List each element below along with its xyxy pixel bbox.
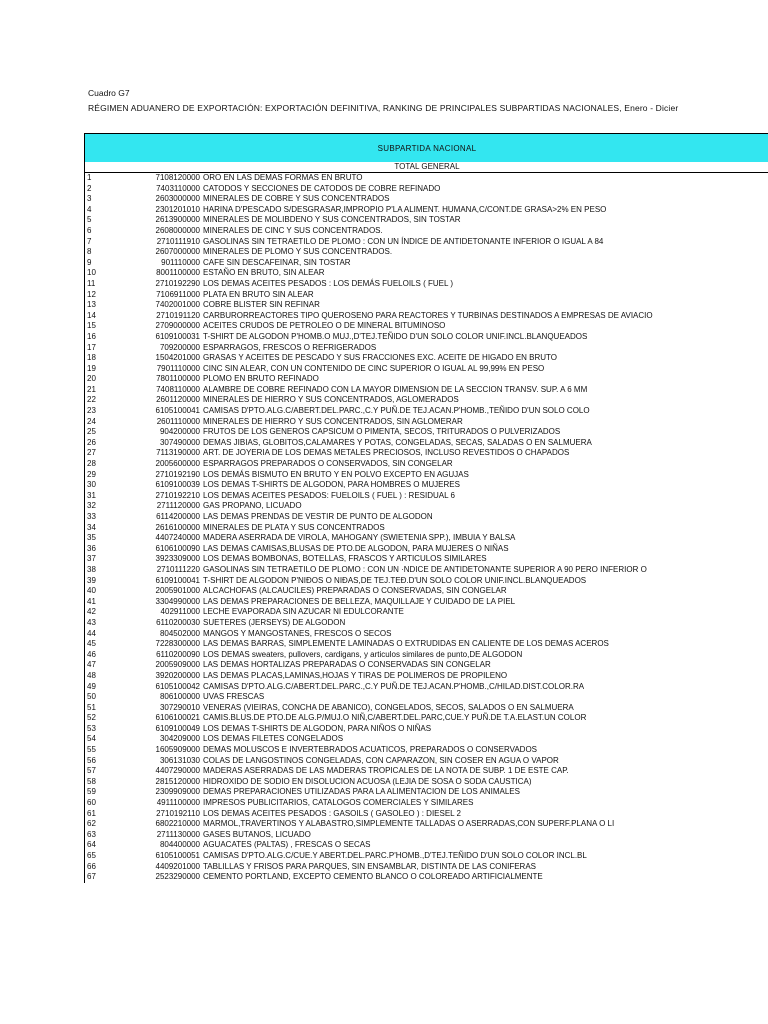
column-header	[84, 133, 768, 162]
row-rank: 49	[87, 681, 96, 691]
row-code: 2608000000	[155, 225, 200, 235]
row-rank: 22	[87, 395, 96, 405]
row-description: LAS DEMAS PLACAS,LAMINAS,HOJAS Y TIRAS DE POLIMEROS DE PROPILENO	[203, 670, 508, 680]
row-rank: 9	[87, 257, 92, 267]
table-row	[85, 417, 768, 428]
row-rank: 31	[87, 490, 96, 500]
table-row	[85, 406, 768, 417]
table-row	[85, 364, 768, 375]
row-description: HIDROXIDO DE SODIO EN DISOLUCION ACUOSA (LEJIA DE SOSA O SODA CAUSTICA)	[203, 776, 532, 786]
row-code: 806100000	[159, 692, 200, 702]
row-code: 2601110000	[156, 416, 200, 426]
table-row	[85, 576, 768, 587]
row-description: CINC SIN ALEAR, CON UN CONTENIDO DE CINC SUPERIOR O IGUAL AL 99,99% EN PESO	[203, 363, 545, 373]
row-rank: 27	[87, 448, 96, 458]
table-row	[85, 395, 768, 406]
row-description: GASOLINAS SIN TETRAETILO DE PLOMO : CON UN ·NDICE DE ANTIDETONANTE SUPERIOR A 90 PERO INFERIOR O	[203, 564, 647, 574]
table-row	[85, 512, 768, 523]
row-description: CAMISAS D'PTO.ALG.C/ABERT.DEL.PARC.,C.Y PUÑ.DE TEJ.ACAN.P'HOMB.,TEÑIDO D'UN SOLO COLO	[203, 406, 590, 416]
table-row	[85, 650, 768, 661]
row-rank: 33	[87, 512, 96, 521]
row-rank: 6	[87, 225, 92, 235]
table-row	[85, 321, 768, 332]
row-description: DEMAS JIBIAS, GLOBITOS,CALAMARES Y POTAS, CONGELADAS, SECAS, SALADAS O EN SALMUERA	[203, 437, 592, 447]
table-row	[85, 745, 768, 756]
row-rank: 55	[87, 745, 96, 755]
row-code: 6105100041	[155, 406, 200, 416]
row-code: 2710192210	[155, 490, 200, 500]
row-description: MINERALES DE HIERRO Y SUS CONCENTRADOS, SIN AGLOMERAR	[203, 416, 463, 426]
row-description: CARBURORREACTORES TIPO QUEROSENO PARA REACTORES Y TURBINAS DESTINADOS A EMPRESAS DE AVIACIO	[203, 310, 653, 320]
table-row	[85, 374, 768, 385]
row-rank: 38	[87, 564, 96, 574]
row-description: CATODOS Y SECCIONES DE CATODOS DE COBRE REFINADO	[203, 183, 441, 193]
row-code: 4407290000	[155, 766, 200, 776]
row-rank: 61	[87, 808, 96, 818]
table-row	[85, 607, 768, 618]
row-rank: 39	[87, 575, 96, 585]
row-rank: 1	[87, 173, 92, 182]
row-code: 7228300000	[155, 639, 200, 649]
table-row	[85, 459, 768, 470]
total-row	[84, 162, 768, 173]
row-rank: 2	[87, 183, 92, 193]
row-description: LOS DEMAS sweaters, pullovers, cardigans, y articulos similares de punto,DE ALGODON	[203, 649, 523, 659]
table-row	[85, 448, 768, 459]
row-code: 4409201000	[155, 861, 200, 871]
row-rank: 43	[87, 617, 96, 627]
row-description: AGUACATES (PALTAS) , FRESCAS O SECAS	[203, 840, 371, 850]
row-description: MANGOS Y MANGOSTANES, FRESCOS O SECOS	[203, 628, 392, 638]
row-code: 2616100000	[155, 522, 200, 532]
table-row	[85, 501, 768, 512]
table-row	[85, 480, 768, 491]
row-description: T-SHIRT DE ALGODON P'NIÐOS O NIÐAS,DE TEJ.TEÐ.D'UN SOLO COLOR UNIF.INCL.BLANQUEADOS	[203, 575, 587, 585]
row-description: LAS DEMAS HORTALIZAS PREPARADAS O CONSERVADAS SIN CONGELAR	[203, 660, 491, 670]
row-description: GAS PROPANO, LICUADO	[203, 501, 302, 511]
row-description: IMPRESOS PUBLICITARIOS, CATALOGOS COMERCIALES Y SIMILARES	[203, 798, 474, 808]
row-code: 2301201010	[155, 204, 200, 214]
row-code: 304209000	[159, 734, 200, 744]
row-code: 402911000	[160, 607, 200, 617]
table-row	[85, 586, 768, 597]
row-code: 307490000	[159, 437, 200, 447]
row-code: 3920200000	[155, 670, 200, 680]
row-description: MINERALES DE CINC Y SUS CONCENTRADOS.	[203, 225, 383, 235]
row-code: 3304990000	[155, 596, 200, 606]
row-code: 7402001000	[155, 300, 200, 310]
table-row	[85, 385, 768, 396]
row-rank: 34	[87, 522, 96, 532]
row-code: 2309909000	[155, 787, 200, 797]
table-row	[85, 840, 768, 851]
row-rank: 28	[87, 459, 96, 469]
row-description: CAMISAS D'PTO.ALG.C/CUE.Y ABERT.DEL.PARC.P'HOMB.,D'TEJ.TEÑIDO D'UN SOLO COLOR INCL.BL	[203, 851, 587, 860]
row-description: GASOLINAS SIN TETRAETILO DE PLOMO : CON UN ÍNDICE DE ANTIDETONANTE INFERIOR O IGUAL A 84	[203, 236, 604, 246]
row-rank: 5	[87, 215, 92, 225]
table-row	[85, 734, 768, 745]
row-rank: 51	[87, 702, 96, 712]
row-rank: 45	[87, 639, 96, 649]
row-code: 6802210000	[155, 819, 200, 829]
row-description: PLATA EN BRUTO SIN ALEAR	[203, 289, 314, 299]
row-rank: 41	[87, 596, 96, 606]
row-rank: 14	[87, 310, 96, 320]
row-description: LOS DEMAS FILETES CONGELADOS	[203, 734, 344, 744]
row-rank: 52	[87, 713, 96, 723]
row-rank: 3	[87, 194, 92, 204]
table-row	[85, 247, 768, 258]
row-rank: 62	[87, 819, 96, 829]
row-description: LECHE EVAPORADA SIN AZUCAR NI EDULCORANTE	[203, 607, 404, 617]
row-code: 6109100041	[155, 575, 200, 585]
row-code: 2613900000	[155, 215, 200, 225]
table-row	[85, 756, 768, 767]
column-header-label: SUBPARTIDA NACIONAL	[377, 143, 477, 153]
row-rank: 37	[87, 554, 96, 564]
row-rank: 53	[87, 723, 96, 733]
row-rank: 25	[87, 427, 96, 437]
total-label: TOTAL GENERAL	[394, 162, 460, 171]
row-rank: 21	[87, 384, 96, 394]
row-description: MARMOL,TRAVERTINOS Y ALABASTRO,SIMPLEMENTE TALLADAS O ASERRADAS,CON SUPERF.PLANA O LI	[203, 819, 615, 829]
table-row	[85, 470, 768, 481]
row-description: TABLILLAS Y FRISOS PARA PARQUES, SIN ENSAMBLAR, DISTINTA DE LAS CONIFERAS	[203, 861, 536, 871]
row-code: 2710191120	[156, 310, 200, 320]
row-rank: 23	[87, 406, 96, 416]
row-description: ESPARRAGOS PREPARADOS O CONSERVADOS, SIN CONGELAR	[203, 459, 453, 469]
table-row	[85, 311, 768, 322]
row-rank: 26	[87, 437, 96, 447]
row-rank: 16	[87, 331, 96, 341]
row-description: LAS DEMAS PREPARACIONES DE BELLEZA, MAQUILLAJE Y CUIDADO DE LA PIEL	[203, 596, 516, 606]
row-description: LOS DEMÁS BISMUTO EN BRUTO Y EN POLVO EXCEPTO EN AGUJAS	[203, 469, 469, 479]
row-rank: 8	[87, 247, 92, 257]
row-description: LOS DEMAS T-SHIRTS DE ALGODON, PARA HOMBRES O MUJERES	[203, 480, 460, 490]
table-row	[85, 194, 768, 205]
table-row	[85, 724, 768, 735]
table-row	[85, 787, 768, 798]
row-description: MINERALES DE HIERRO Y SUS CONCENTRADOS, AGLOMERADOS	[203, 395, 459, 405]
table-row	[85, 660, 768, 671]
row-code: 2711130000	[156, 829, 200, 839]
row-rank: 35	[87, 533, 96, 543]
row-rank: 20	[87, 374, 96, 384]
table-row	[85, 830, 768, 841]
row-description: DEMAS MOLUSCOS E INVERTEBRADOS ACUATICOS, PREPARADOS O CONSERVADOS	[203, 745, 537, 755]
table-row	[85, 766, 768, 777]
table-row	[85, 554, 768, 565]
table-row	[85, 226, 768, 237]
row-code: 2709000000	[155, 321, 200, 331]
row-rank: 7	[87, 236, 92, 246]
table-row	[85, 290, 768, 301]
row-rank: 12	[87, 289, 96, 299]
row-description: DEMAS PREPARACIONES UTILIZADAS PARA LA ALIMENTACION DE LOS ANIMALES	[203, 787, 520, 797]
ranking-table	[84, 173, 768, 883]
row-code: 6105100042	[155, 681, 200, 691]
row-code: 2601120000	[156, 395, 200, 405]
table-row	[85, 798, 768, 809]
table-row	[85, 258, 768, 269]
row-description: FRUTOS DE LOS GENEROS CAPSICUM O PIMENTA, SECOS, TRITURADOS O PULVERIZADOS	[203, 427, 561, 437]
row-code: 307290010	[159, 702, 200, 712]
table-row	[85, 713, 768, 724]
table-row	[85, 597, 768, 608]
row-rank: 30	[87, 480, 96, 490]
table-row	[85, 692, 768, 703]
row-description: MINERALES DE COBRE Y SUS CONCENTRADOS	[203, 194, 390, 204]
table-subtitle: RÉGIMEN ADUANERO DE EXPORTACIÓN: EXPORTACIÓN DEFINITIVA, RANKING DE PRINCIPALES SUBPARTIDAS NACIONALES, Enero - Dicier	[88, 103, 679, 113]
table-row	[85, 544, 768, 555]
row-code: 904200000	[159, 427, 200, 437]
row-code: 2710111220	[156, 564, 200, 574]
row-code: 709200000	[159, 342, 200, 352]
row-code: 3923309000	[155, 554, 200, 564]
row-code: 7106911000	[156, 289, 200, 299]
row-rank: 65	[87, 851, 96, 860]
table-row	[85, 215, 768, 226]
row-rank: 60	[87, 798, 96, 808]
row-code: 6109100039	[155, 480, 200, 490]
row-description: GRASAS Y ACEITES DE PESCADO Y SUS FRACCIONES EXC. ACEITE DE HIGADO EN BRUTO	[203, 353, 558, 363]
row-description: ORO EN LAS DEMAS FORMAS EN BRUTO	[203, 173, 363, 182]
row-description: ART. DE JOYERIA DE LOS DEMAS METALES PRECIOSOS, INCLUSO REVESTIDOS O CHAPADOS	[203, 448, 570, 458]
table-row	[85, 639, 768, 650]
table-row	[85, 533, 768, 544]
row-code: 2710192110	[156, 808, 200, 818]
table-caption: Cuadro G7	[88, 88, 130, 98]
row-rank: 58	[87, 776, 96, 786]
table-row	[85, 629, 768, 640]
table-row	[85, 300, 768, 311]
row-code: 7403110000	[156, 183, 200, 193]
row-code: 1504201000	[155, 353, 200, 363]
table-row	[85, 523, 768, 534]
table-row	[85, 872, 768, 883]
row-rank: 66	[87, 861, 96, 871]
row-description: LAS DEMAS CAMISAS,BLUSAS DE PTO.DE ALGODON, PARA MUJERES O NIÑAS	[203, 543, 509, 553]
row-code: 6105100051	[155, 851, 200, 860]
table-row	[85, 205, 768, 216]
row-rank: 10	[87, 268, 96, 278]
row-rank: 63	[87, 829, 96, 839]
row-code: 4911100000	[156, 798, 200, 808]
row-description: LAS DEMAS BARRAS, SIMPLEMENTE LAMINADAS O EXTRUDIDAS EN CALIENTE DE LOS DEMAS ACEROS	[203, 639, 609, 649]
row-rank: 36	[87, 543, 96, 553]
row-code: 6106100021	[155, 713, 200, 723]
row-code: 2005600000	[155, 459, 200, 469]
table-row	[85, 491, 768, 502]
row-description: ESTAÑO EN BRUTO, SIN ALEAR	[203, 268, 325, 278]
table-row	[85, 427, 768, 438]
row-code: 2005901000	[155, 586, 200, 596]
row-code: 2710192190	[155, 469, 200, 479]
table-row	[85, 565, 768, 576]
table-row	[85, 809, 768, 820]
table-row	[85, 819, 768, 830]
row-code: 901110000	[161, 257, 200, 267]
table-row	[85, 682, 768, 693]
row-rank: 32	[87, 501, 96, 511]
row-rank: 13	[87, 300, 96, 310]
row-code: 4407240000	[155, 533, 200, 543]
table-row	[85, 851, 768, 862]
row-description: PLOMO EN BRUTO REFINADO	[203, 374, 319, 384]
row-rank: 15	[87, 321, 96, 331]
table-row	[85, 703, 768, 714]
row-description: ACEITES CRUDOS DE PETROLEO O DE MINERAL BITUMINOSO	[203, 321, 446, 331]
row-description: SUETERES (JERSEYS) DE ALGODON	[203, 617, 346, 627]
row-description: VENERAS (VIEIRAS, CONCHA DE ABANICO), CONGELADOS, SECOS, SALADOS O EN SALMUERA	[203, 702, 574, 712]
row-rank: 19	[87, 363, 96, 373]
row-rank: 57	[87, 766, 96, 776]
row-description: ALAMBRE DE COBRE REFINADO CON LA MAYOR DIMENSION DE LA SECCION TRANSV. SUP. A 6 MM	[203, 384, 588, 394]
row-description: LOS DEMAS ACEITES PESADOS : GASOILS ( GASOLEO ) : DIESEL 2	[203, 808, 462, 818]
row-rank: 29	[87, 469, 96, 479]
table-row	[85, 438, 768, 449]
row-description: ESPARRAGOS, FRESCOS O REFRIGERADOS	[203, 342, 377, 352]
row-description: LOS DEMAS ACEITES PESADOS : LOS DEMÁS FUELOILS ( FUEL )	[203, 278, 453, 288]
row-code: 2711120000	[156, 501, 200, 511]
row-code: 306131030	[159, 755, 200, 765]
table-row	[85, 862, 768, 873]
row-code: 6110200030	[156, 617, 200, 627]
row-rank: 17	[87, 342, 96, 352]
row-code: 6109100031	[155, 331, 200, 341]
row-code: 2523290000	[155, 872, 200, 882]
row-code: 6106100090	[155, 543, 200, 553]
row-rank: 59	[87, 787, 96, 797]
row-code: 804502000	[159, 628, 200, 638]
row-rank: 67	[87, 872, 96, 882]
row-rank: 54	[87, 734, 96, 744]
row-rank: 4	[87, 204, 92, 214]
row-description: UVAS FRESCAS	[203, 692, 265, 702]
row-code: 2603000000	[155, 194, 200, 204]
row-rank: 48	[87, 670, 96, 680]
row-code: 6110200090	[156, 649, 200, 659]
table-row	[85, 237, 768, 248]
row-code: 7901110000	[156, 363, 200, 373]
row-rank: 40	[87, 586, 96, 596]
row-description: CAMIS.BLUS.DE PTO.DE ALG.P/MUJ.O NIÑ,C/ABERT.DEL.PARC,CUE.Y PUÑ.DE T.A.ELAST.UN COLOR	[203, 713, 587, 723]
row-description: MINERALES DE PLATA Y SUS CONCENTRADOS	[203, 522, 385, 532]
row-rank: 47	[87, 660, 96, 670]
table-row	[85, 671, 768, 682]
row-code: 7801100000	[156, 374, 200, 384]
row-description: MINERALES DE MOLIBDENO Y SUS CONCENTRADOS, SIN TOSTAR	[203, 215, 461, 225]
row-rank: 56	[87, 755, 96, 765]
row-description: GASES BUTANOS, LICUADO	[203, 829, 311, 839]
row-code: 2710111910	[156, 236, 200, 246]
table-row	[85, 777, 768, 788]
row-rank: 42	[87, 607, 96, 617]
table-row	[85, 618, 768, 629]
table-row	[85, 279, 768, 290]
row-description: LOS DEMAS BOMBONAS, BOTELLAS, FRASCOS Y ARTICULOS SIMILARES	[203, 554, 487, 564]
row-code: 6114200000	[156, 512, 200, 521]
row-description: ALCACHOFAS (ALCAUCILES) PREPARADAS O CONSERVADAS, SIN CONGELAR	[203, 586, 507, 596]
table-row	[85, 353, 768, 364]
row-description: CAMISAS D'PTO.ALG.C/ABERT.DEL.PARC.,C.Y PUÑ.DE TEJ.ACAN.P'HOMB.,C/HILAD.DIST.COLOR.RA	[203, 681, 585, 691]
row-rank: 24	[87, 416, 96, 426]
row-code: 2710192290	[155, 278, 200, 288]
row-code: 1605909000	[155, 745, 200, 755]
table-row	[85, 173, 768, 184]
table-row	[85, 343, 768, 354]
row-rank: 44	[87, 628, 96, 638]
row-code: 6109100049	[155, 723, 200, 733]
row-code: 2005909000	[155, 660, 200, 670]
row-description: CAFE SIN DESCAFEINAR, SIN TOSTAR	[203, 257, 351, 267]
row-description: MADERAS ASERRADAS DE LAS MADERAS TROPICALES DE LA NOTA DE SUBP. 1 DE ESTE CAP.	[203, 766, 569, 776]
row-code: 2815120000	[155, 776, 200, 786]
table-row	[85, 332, 768, 343]
row-description: LOS DEMAS T-SHIRTS DE ALGODON, PARA NIÑOS O NIÑAS	[203, 723, 432, 733]
row-description: COLAS DE LANGOSTINOS CONGELADAS, CON CAPARAZON, SIN COSER EN AGUA O VAPOR	[203, 755, 559, 765]
row-rank: 64	[87, 840, 96, 850]
row-description: COBRE BLISTER SIN REFINAR	[203, 300, 320, 310]
table-row	[85, 184, 768, 195]
row-code: 2607000000	[155, 247, 200, 257]
row-rank: 18	[87, 353, 96, 363]
row-description: MADERA ASERRADA DE VIROLA, MAHOGANY (SWIETENIA SPP.), IMBUIA Y BALSA	[203, 533, 516, 543]
row-description: LOS DEMAS ACEITES PESADOS: FUELOILS ( FUEL ) : RESIDUAL 6	[203, 490, 455, 500]
row-description: CEMENTO PORTLAND, EXCEPTO CEMENTO BLANCO O COLOREADO ARTIFICIALMENTE	[203, 872, 543, 882]
row-rank: 11	[87, 278, 96, 288]
row-code: 8001100000	[156, 268, 200, 278]
row-code: 7113190000	[156, 448, 200, 458]
row-code: 7108120000	[155, 173, 200, 182]
row-description: HARINA D'PESCADO S/DESGRASAR,IMPROPIO P'LA ALIMENT. HUMANA,C/CONT.DE GRASA>2% EN PESO	[203, 204, 607, 214]
row-code: 804400000	[159, 840, 200, 850]
row-description: LAS DEMAS PRENDAS DE VESTIR DE PUNTO DE ALGODON	[203, 512, 433, 521]
table-row	[85, 268, 768, 279]
row-description: MINERALES DE PLOMO Y SUS CONCENTRADOS.	[203, 247, 393, 257]
row-rank: 46	[87, 649, 96, 659]
row-code: 7408110000	[156, 384, 200, 394]
row-rank: 50	[87, 692, 96, 702]
row-description: T-SHIRT DE ALGODON P'HOMB.O MUJ.,D'TEJ.TEÑIDO D'UN SOLO COLOR UNIF.INCL.BLANQUEADOS	[203, 331, 588, 341]
